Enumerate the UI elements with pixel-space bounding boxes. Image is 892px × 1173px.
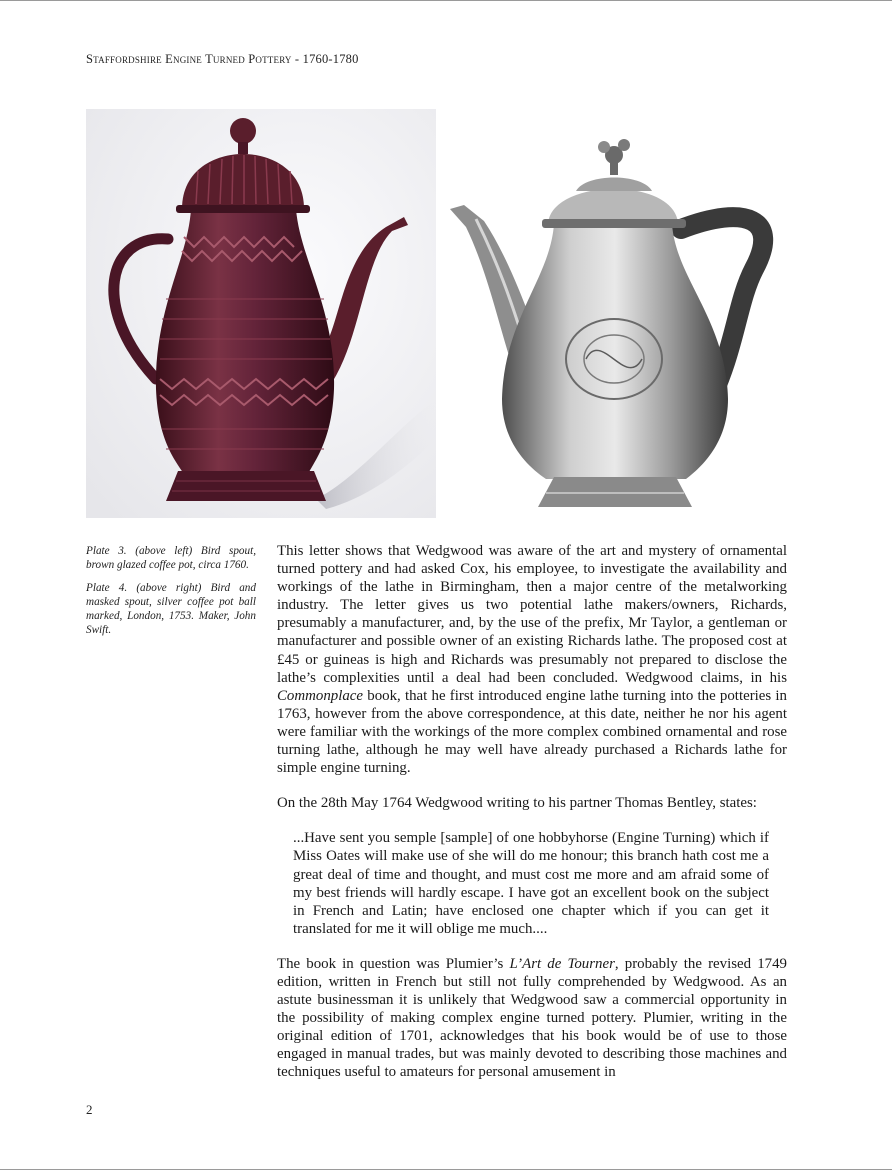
book-title: L’Art de Tourner <box>509 955 615 972</box>
letter-quote: ...Have sent you semple [sample] of one hobbyhorse (Engine Turning) which if Miss Oates will make use of she will do me honour; this branch hath cost me a great deal of time and thought, and must cost me more and am afraid some of my best friends will hardly escape. I have got an excellent book on the subject in French and Latin; have enclosed one chapter which if you can get it translated for me it will oblige me much.... <box>293 830 769 937</box>
paragraph-2: On the 28th May 1764 Wedgwood writing to his partner Thomas Bentley, states: <box>277 795 757 812</box>
paragraph-3: The book in question was Plumier’s L’Art de Tourner, probably the revised 1749 edition, written in French but still not fully comprehended by Wedgwood. As an astute businessman it is unlikely that Wedgwood saw a commercial opportunity in the possibility of making complex engine turned pottery. Plumier, writing in the original edition of 1701, acknowledges that his book would be of use to those engaged in manual trades, but was mainly devoted to describing those machines and techniques useful to amateurs for personal amusement in <box>277 955 787 1081</box>
paragraph-1: This letter shows that Wedgwood was aware of the art and mystery of ornamental turned pottery and had asked Cox, his employee, to investigate the availability and workings of the lathe in Birmingham, then a major centre of the metalworking industry. The letter gives us two potential lathe makers/owners, Richards, presumably a manufacturer, and, by the use of the prefix, Mr Taylor, a gentleman or manufacturer and possible owner of an existing Richards lathe. The proposed cost at £45 or guineas is high and Richards was presumably not prepared to disclose the lathe’s complexities until a deal had been concluded. Wedgwood claims, in his Commonplace book, that he first introduced engine lathe turning into the potteries in 1763, however from the above correspondence, at this date, neither he nor his agent were familiar with the workings of the more complex combined ornamental and rose turning lathe, although he may well have already purchased a Richards lathe for simple engine turning. <box>277 543 787 777</box>
plate-3-caption: Plate 3. (above left) Bird spout, brown glazed coffee pot, circa 1760. <box>86 545 256 571</box>
plate-3-image <box>86 109 436 518</box>
brown-glazed-coffee-pot-image <box>86 109 436 518</box>
top-rule <box>0 0 892 1</box>
body-text <box>277 542 787 1082</box>
page-number: 2 <box>86 1102 93 1117</box>
running-header: Staffordshire Engine Turned Pottery - 1760-1780 <box>86 52 359 66</box>
plate-4-caption: Plate 4. (above right) Bird and masked spout, silver coffee pot ball marked, London, 1753. Maker, John Swift. <box>86 582 256 636</box>
figure-captions <box>86 544 256 646</box>
bottom-rule <box>0 1169 892 1170</box>
commonplace-title: Commonplace <box>277 687 364 704</box>
silver-coffee-pot-image <box>436 109 794 518</box>
plate-4-image <box>436 109 794 518</box>
